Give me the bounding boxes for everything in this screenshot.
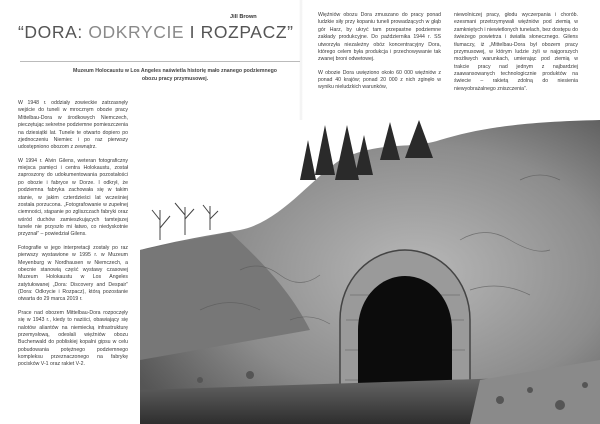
text-column-middle — [318, 12, 441, 98]
title-divider — [20, 61, 300, 62]
paragraph: Więźniów obozu Dora zmuszano do pracy ponad ludzkie siły przy kopaniu tuneli prowadzących w głąb gór Harz, by ukryć tam przepastne podziemne zakłady produkcyjne. Do października 1944 r. SS utworzyła niezależny obóz koncentracyjny Dora, którego celem była produkcja i przechowywanie tak zwanej broni odwetowej. — [318, 12, 441, 63]
tunnel-entrance-photo — [140, 120, 600, 424]
paragraph: W obozie Dora uwięziono około 60 000 więźniów z ponad 40 krajów; ponad 20 000 z nich zginęło w wyniku nieludzkich warunków, — [318, 69, 441, 91]
article-title — [18, 22, 308, 43]
author-byline: Jill Brown — [230, 14, 257, 20]
title-part: ROZPACZ — [200, 22, 288, 42]
paragraph: Fotografie w jego interpretacji zostały po raz pierwszy wystawione w 1995 r. w Muzeum Meyenburg w Nordhausen w Niemczech, a obecnie stanowią część wystawy czasowej Muzeum Holokaustu w Los Angeles zatytułowanej „Dora: Discovery and Despair” (Dora: Odkrycie i Rozpacz), którą pozostanie otwarta do 29 marca 2019 r. — [18, 244, 128, 303]
title-part: ODKRYCIE — [88, 22, 185, 42]
title-part: “DORA: — [18, 22, 89, 42]
title-part: ” — [287, 22, 294, 42]
paragraph: W 1994 r. Alvin Gilens, weteran fotograficzny miejsca pamięci i centra Holokaustu, został zaproszony do udokumentowania pozostałości po obozie i fabryce w Dorze. I odkrył, że podziemna fabryka zachowała się w takim stanie, w jakim czterdzieści lat wcześniej została porzucona. „Fotografowanie w zupełnej ciemności, stąpanie po zgliszczach fabryki oraz wśród duchów zamieszkujących tamtejszej tunele nie przyszło mi łatwo, co niedyskotnie przyznał” – powiedział Gilens. — [18, 157, 128, 238]
article-deck: Muzeum Holocaustu w Los Angeles naświetla historię mało znanego podziemnego obozu pracy przymusowej. — [73, 68, 277, 82]
text-column-right — [454, 12, 578, 99]
text-column-left — [18, 100, 128, 375]
paragraph: W 1948 r. oddziały zowieckie zatrzasnęły wejście do tuneli w mrocznym obozie pracy Mittelbau-Dora w środkowych Niemczech, pieczętując sekretne podziemne pomieszczenia na dziesiątki lat. Tunele te otwarto dopiero po zjednoczeniu Niemiec i po raz pierwszy udostępniono obozom z zewnątrz. — [18, 100, 128, 151]
paragraph: niewolniczej pracy, głodu wyczerpania i chorób. ezesmani przetrzymywali więźniów pod ziemią w zamkniętych i niewietlonych tunelach, bez dostępu do świeżego powietrza i światła słonecznego. Gilens tłumaczy, iż „Mittelbau-Dora był obozem pracy przymusowej, w którym ludzie żyli w najgorszych możliwych warunkach, umierając pod ziemią w trakcie pracy nad jednym z najbardziej zaawansowanych technologicznie produktów na świecie – rakietą zdolną do niesienia niewyobrażalnego zniszczenia”. — [454, 12, 578, 92]
paragraph: Prace nad obozem Mittelbau-Dora rozpoczęły się w 1943 r., kiedy to naziści, obawiający się nalotów aliantów na niemiecką infrastrukturę przemysłową, odesłali więźniów obozu Buchenwald do pobliskiej kopalni gipsu w celu pobudowania potężnego podziemnego kompleksu przeznaczonego na fabrykę pocisków V-1 oraz rakiet V-2. — [18, 309, 128, 368]
title-part: I — [184, 22, 201, 42]
